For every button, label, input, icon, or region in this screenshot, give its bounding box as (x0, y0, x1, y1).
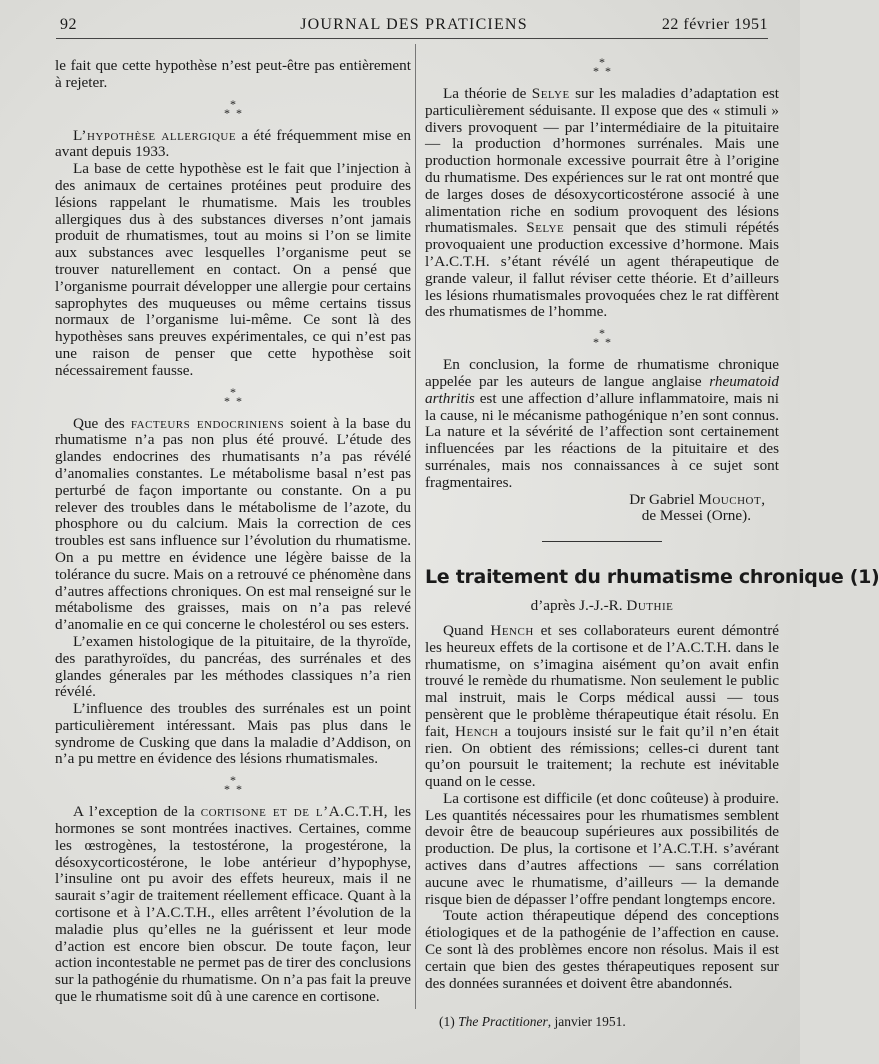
left-column (55, 58, 411, 1006)
article-byline: d’après J.-J.-R. Duthie (530, 597, 674, 615)
section-separator: * * * (593, 326, 611, 350)
paragraph: En conclusion, la forme de rhumatisme chronique appelée par les auteurs de langue anglaise rheumatoid arthritis est une affection d’allure inflammatoire, mais ni la cause, ni le mécanisme pathogénique n’en sont connus. La nature et la sévérité de l’affection sont certainement influencées par les réactions de la pituitaire et des surrénales, mais nos connaissances à ce sujet sont fragmentaires. (425, 356, 779, 491)
section-separator: * * * (224, 773, 242, 797)
paragraph: La théorie de Selye sur les maladies d’adaptation est particulièrement séduisante. Il expose que des « stimuli » divers provoquent — par l’intermédiaire de la pituitaire — la production d’hormones surrénales. Mais une production hormonale excessive pourrait être à l’origine du rhumatisme. Des expériences sur le rat ont montré que de larges doses de désoxycorticostérone associé à une alimentation riche en sodium provoquent des lésions rhumatismales. Selye pensait que des stimuli répétés provoquaient une production excessive d’hormone. Mais l’A.C.T.H. s’étant révélé un agent thérapeutique de grande valeur, il fallut réviser cette théorie. Et d’ailleurs les lésions rhumatismales provoquées chez le rat diffèrent des rhumatismes de l’homme. (425, 85, 779, 321)
page-header (60, 16, 768, 38)
paragraph: La base de cette hypothèse est le fait que l’injection à des animaux de certaines protéines peut produire des lésions rappelant le rhumatisme. Mais les troubles allergiques dus à des substances diverses n’ont jamais produit de rhumatismes, tout au moins si l’on se limite aux substances avec lesquelles l’organisme peut se trouver naturellement en contact. On a pensé que l’organisme pourrait développer une allergie pour certains saprophytes des muqueuses ou même certains tissus normaux de l’organisme lui-même. Ce sont là des hypothèses sans preuves expérimentales, ce qui n’est pas une raison de penser que cette hypothèse soit nécessairement fausse. (55, 160, 411, 379)
journal-title: JOURNAL DES PRATICIENS (300, 16, 528, 33)
paragraph: A l’exception de la cortisone et de l’A.C.T.H, les hormones se sont montrées inactives. Certaines, comme les œstrogènes, la testostérone, la progestérone, la désoxycorticostérone, le lobe antérieur d’hypophyse, l’insuline ont pu avoir des effets heureux, mais il ne saurait s’agir de traitement réellement efficace. Quant à la cortisone et à l’A.C.T.H., elles arrêtent l’évolution de la maladie plus qu’elles ne la guérissent et leur mode d’action est encore bien obscur. De toute façon, leur action incontestable ne permet pas de tirer des conclusions sur la pathogénie du rhumatisme. On n’a pas fait la preuve que le rhumatisme soit dû à une carence en cortisone. (55, 803, 411, 1006)
column-divider (415, 44, 416, 1009)
article-title: Le traitement du rhumatisme chronique (1) (425, 566, 879, 589)
paragraph: le fait que cette hypothèse n’est peut-être pas entièrement à rejeter. (55, 57, 411, 91)
section-separator: * * * (224, 384, 242, 408)
article-separator-rule (542, 541, 662, 542)
paragraph: L’hypothèse allergique a été fréquemment mise en avant depuis 1933. (55, 126, 411, 161)
page-number: 92 (60, 16, 77, 33)
paragraph: L’influence des troubles des surrénales est un point particulièrement intéressant. Mais pas plus dans le syndrome de Cusking que dans la maladie d’Addison, on n’a pu mettre en évidence des lésions rhumatismales. (55, 700, 411, 768)
paragraph: Toute action thérapeutique dépend des conceptions étiologiques et de la pathogénie de l’affection en cause. Ce sont là des problèmes encore non résolus. Mais il est certain que bien des gestes thérapeutiques reposent sur des données surannées et doivent être abandonnés. (425, 907, 779, 992)
section-separator: * * * (224, 96, 242, 120)
paragraph: Quand Hench et ses collaborateurs eurent démontré les heureux effets de la cortisone et de l’A.C.T.H. dans le rhumatisme, on s’imagina aisément qu’on avait enfin trouvé le remède du rhumatisme. Non seulement le public mal instruit, mais le Corps médical aussi — tous pensèrent que le problème thérapeutique était résolu. En fait, Hench a toujours insisté sur le fait qu’il n’en était rien. On obtient des rémissions; celles-ci durent tant qu’on poursuit le traitement; la rechute est inévitable quand on le cesse. (425, 621, 779, 791)
issue-date: 22 février 1951 (661, 16, 768, 33)
right-column (425, 55, 879, 1031)
footnote: (1) The Practitioner, janvier 1951. (439, 1014, 626, 1030)
paragraph: La cortisone est difficile (et donc coûteuse) à produire. Les quantités nécessaires pour les rhumatismes semblent devoir être de beaucoup supérieures aux possibilités de production. De plus, la cortisone et l’A.C.T.H. s’avérant actives dans d’autres affections — sans corrélation aucune avec le rhumatisme, d’ailleurs — la demande risque bien de dépasser l’offre pendant longtemps encore. (425, 789, 779, 908)
paragraph: Que des facteurs endocriniens soient à la base du rhumatisme n’a pas non plus été prouvé. L’étude des glandes endocrines des rhumatisants n’a pas révélé d’anomalies constantes. Le métabolisme basal n’est pas perturbé de façon importante ou constante. On a pu relever des troubles dans le métabolisme de l’azote, du phosphore ou du calcium. Mais la correction de ces troubles est sans influence sur l’évolution du rhumatisme. On a pu mettre en évidence une légère baisse de la tolérance du sucre. Mais on a retrouvé ce phénomène dans d’autres affections chroniques. On est mal renseigné sur le métabolisme des graisses, mais on n’a pas relevé d’anomalie en ce qui concerne le cholestérol ou ses esters. (55, 414, 411, 634)
signature-location: de Messei (Orne). (641, 507, 751, 525)
header-rule (56, 38, 768, 39)
section-separator: * * * (593, 55, 611, 78)
paragraph: L’examen histologique de la pituitaire, de la thyroïde, des parathyroïdes, du pancréas, des surrénales et des glandes génerales par les méthodes classiques n’a rien révélé. (55, 632, 411, 701)
signature-name: Dr Gabriel Mouchot, (629, 490, 765, 508)
